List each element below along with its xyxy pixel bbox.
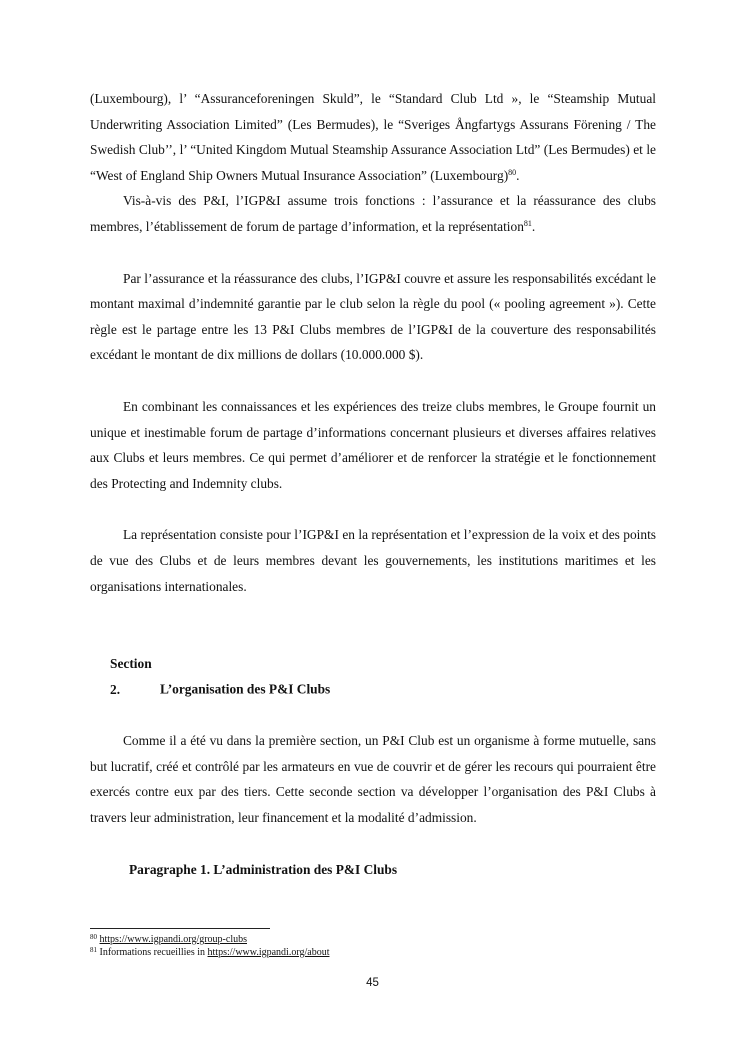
footnote-link[interactable]: https://www.igpandi.org/group-clubs (99, 934, 247, 945)
footnote-81: $^{81}$ Informations recueillies in https://www.igpandi.org/about (90, 945, 330, 958)
section-number: Section 2. (110, 656, 152, 697)
paragraphe-heading: Paragraphe 1. L’administration des P&I Clubs (129, 861, 398, 877)
footnote-80: $^{80}$ https://www.igpandi.org/group-clubs (90, 933, 247, 945)
paragraph-reassurance: Par l’assurance et la réassurance des clubs, l’IGP&I couvre et assure les responsabilités excédant le montant maximal d’indemnité garantie par le club selon la règle du pool (« pooling agreement »). Cette règle est le partage entre les 13 P&I Clubs membres de l’IGP&I de la couverture des responsabilités excédant le montant de dix millions de dollars (10.000.000 $). (90, 270, 656, 363)
footnotes (90, 934, 656, 959)
paragraph-organisation: Comme il a été vu dans la première section, un P&I Club est un organisme à forme mutuelle, sans but lucratif, créé et contrôlé par les armateurs en vue de couvrir et de gérer les recours qui pourraient être exercés contre eux par des tiers. Cette seconde section va développer l’organisation des P&I Clubs à travers leur administration, leur financement et la modalité d’admission. (90, 733, 656, 826)
paragraph-representation: La représentation consiste pour l’IGP&I en la représentation et l’expression de la voix et des points de vue des Clubs et de leurs membres devant les gouvernements, les institutions maritimes et les organisations internationales. (90, 527, 656, 594)
footnote-ref-80[interactable]: 80 (508, 167, 517, 177)
section-title: L’organisation des P&I Clubs (160, 681, 331, 697)
paragraph-functions: Vis-à-vis des P&I, l’IGP&I assume trois fonctions : l’assurance et la réassurance des clubs membres, l’établissement de forum de partage d’information, et la représentation$^{81}$. (90, 193, 656, 234)
page-number: 45 (366, 977, 379, 989)
footnote-divider (90, 928, 270, 929)
footnote-link[interactable]: https://www.igpandi.org/about (207, 946, 330, 958)
paragraph-club-list: (Luxembourg), l’ “Assuranceforeningen Skuld”, le “Standard Club Ltd », le “Steamship Mutual Underwriting Association Limited” (Les Bermudes), le “Sveriges Ångfartygs Assurans Förening / The Swedish Club’’, l’ “United Kingdom Mutual Steamship Assurance Association Ltd” (Les Bermudes) et le “West of England Ship Owners Mutual Insurance Association” (Luxembourg)$^{80}$. (90, 91, 656, 183)
page-body (90, 86, 656, 882)
paragraph-forum: En combinant les connaissances et les expériences des treize clubs membres, le Groupe fournit un unique et inestimable forum de partage d’informations concernant plusieurs et diverses affaires relatives aux Clubs et leurs membres. Ce qui permet d’améliorer et de renforcer la stratégie et le fonctionnement des Protecting and Indemnity clubs. (90, 398, 656, 491)
section-heading (110, 651, 656, 702)
footnote-ref-81[interactable]: 81 (523, 218, 532, 228)
